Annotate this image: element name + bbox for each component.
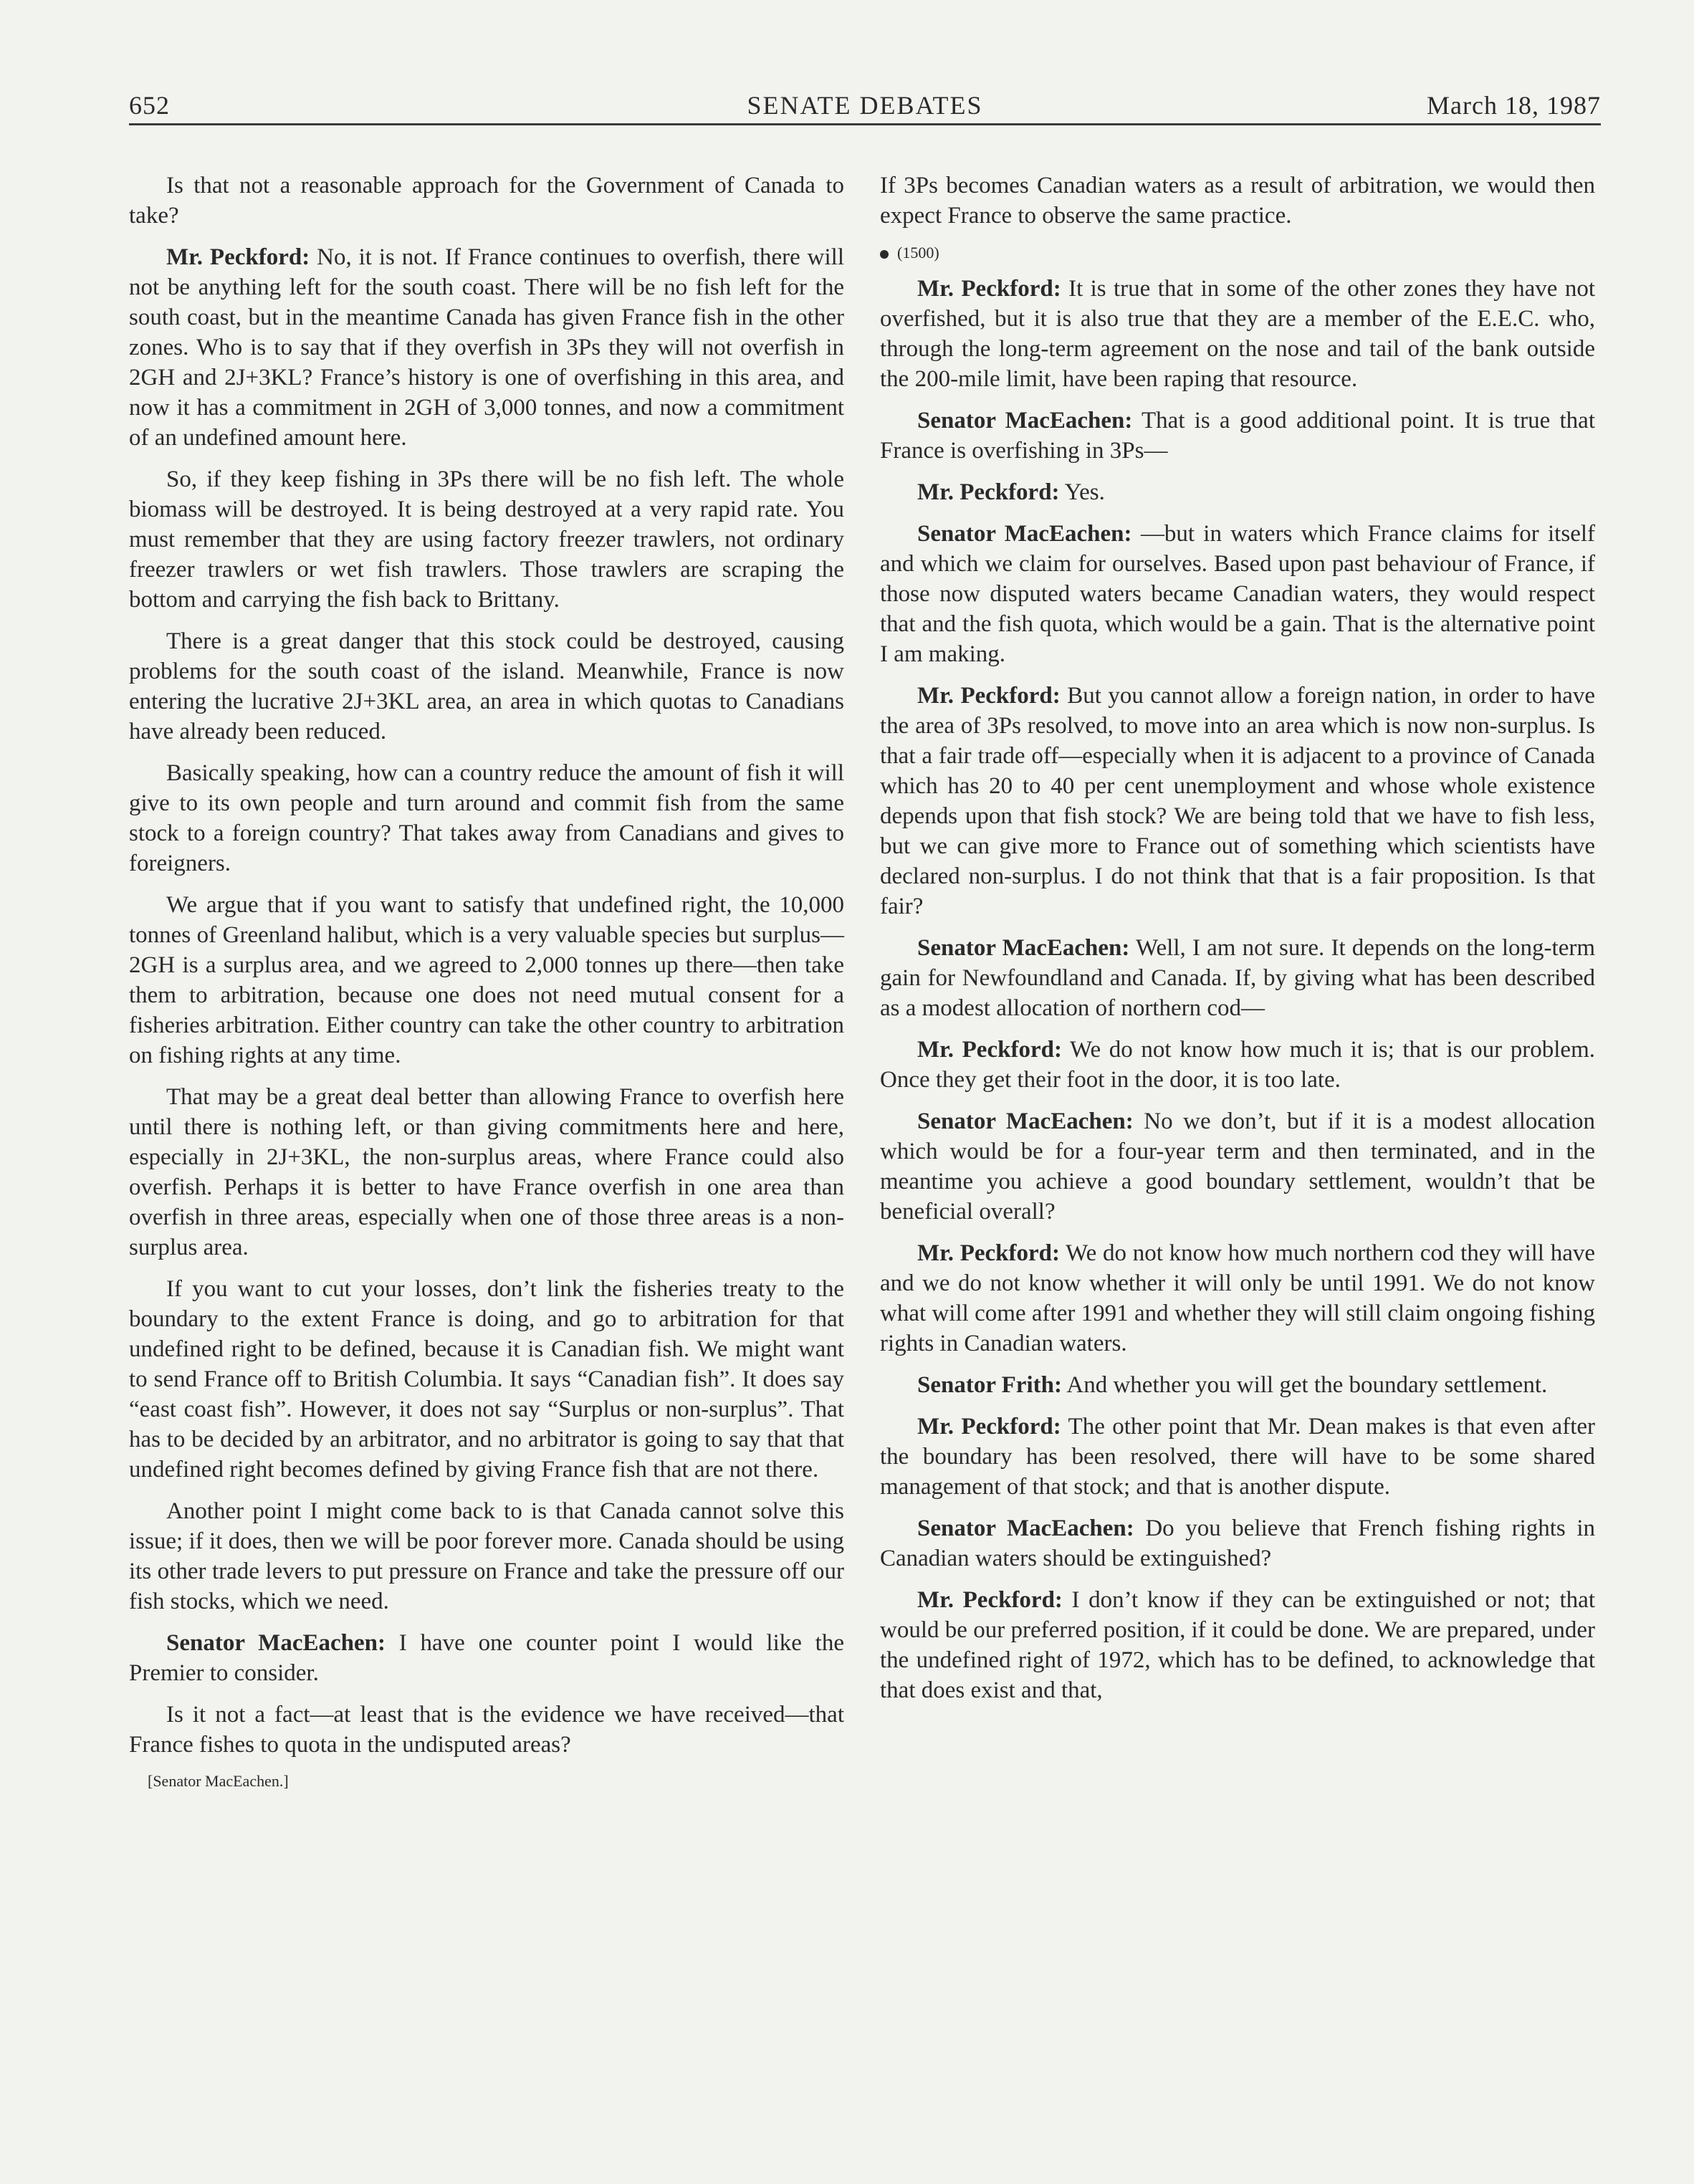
publication-title: SENATE DEBATES xyxy=(747,91,983,120)
paragraph xyxy=(880,1106,1595,1227)
speaker-name: Senator Frith: xyxy=(917,1372,1062,1398)
paragraph xyxy=(129,1628,844,1688)
speaker-name: Mr. Peckford: xyxy=(917,1037,1062,1063)
paragraph-text: If you want to cut your losses, don’t link the fisheries treaty to the boundary to the extent France is doing, and go to arbitration for that undefined right to be defined, because it is Canadian fish. We might want to send France off to British Columbia. It says “Canadian fish”. It does say “east coast fish”. However, it does not say “Surplus or non-surplus”. That has to be decided by an arbitrator, and no arbitrator is going to say that that undefined right becomes defined by giving France fish that are not there. xyxy=(129,1276,844,1483)
right-column xyxy=(880,171,1595,1717)
speaker-name: Mr. Peckford: xyxy=(917,1240,1061,1266)
speaker-name: Mr. Peckford: xyxy=(166,244,310,270)
page-header xyxy=(129,83,1601,125)
left-column xyxy=(129,171,844,1791)
time-marker xyxy=(880,242,1595,264)
paragraph-text: Is it not a fact—at least that is the evidence we have received—that France fishes to quota in the undisputed areas? xyxy=(129,1702,844,1758)
paragraph-text: —but in waters which France claims for itself and which we claim for ourselves. Based upon past behaviour of France, if those now disputed waters became Canadian waters, they would respect that and the fish quota, which would be a gain. That is the alternative point I am making. xyxy=(880,521,1595,667)
paragraph xyxy=(880,1238,1595,1359)
speaker-name: Mr. Peckford: xyxy=(917,1587,1063,1613)
paragraph xyxy=(880,933,1595,1023)
paragraph-text: Is that not a reasonable approach for the Government of Canada to take? xyxy=(129,173,844,229)
paragraph-text: And whether you will get the boundary settlement. xyxy=(1066,1372,1548,1398)
speaker-name: Senator MacEachen: xyxy=(917,521,1132,547)
paragraph xyxy=(880,1513,1595,1574)
paragraph xyxy=(880,1035,1595,1095)
paragraph xyxy=(880,1370,1595,1400)
paragraph xyxy=(880,477,1595,507)
paragraph: If 3Ps becomes Canadian waters as a result of arbitration, we would then expect France to observe the same practice. xyxy=(880,173,1595,229)
paragraph-text: No, it is not. If France continues to overfish, there will not be anything left for the south coast. There will be no fish left for the south coast, but in the meantime Canada has given France fish in the other zones. Who is to say that if they overfish in 3Ps they will not overfish in 2GH and 2J+3KL? France’s history is one of overfishing in this area, and now it has a commitment in 2GH of 3,000 tonnes, and now a commitment of an undefined amount here. xyxy=(129,244,844,451)
paragraph-text: Basically speaking, how can a country reduce the amount of fish it will give to its own people and turn around and commit fish from the same stock to a foreign country? That takes away from Canadians and gives to foreigners. xyxy=(129,760,844,876)
paragraph xyxy=(880,681,1595,921)
paragraph xyxy=(129,758,844,878)
paragraph-text: There is a great danger that this stock could be destroyed, causing problems for the south coast of the island. Meanwhile, France is now entering the lucrative 2J+3KL area, an area in which quotas to Canadians have already been reduced. xyxy=(129,628,844,744)
speaker-name: Mr. Peckford: xyxy=(917,1414,1061,1440)
paragraph-text: Do you believe that French fishing rights in Canadian waters should be extinguished? xyxy=(880,1515,1595,1571)
speaker-name: Mr. Peckford: xyxy=(917,276,1061,302)
paragraph-text: We do not know how much northern cod they will have and we do not know whether it will only be until 1991. We do not know what will come after 1991 and whether they will still claim ongoing fishing rights in Canadian waters. xyxy=(880,1240,1595,1356)
speaker-name: Senator MacEachen: xyxy=(917,935,1130,961)
paragraph-text: That is a good additional point. It is true that France is overfishing in 3Ps— xyxy=(880,408,1595,464)
speaker-name: Mr. Peckford: xyxy=(917,683,1061,709)
speaker-name: Mr. Peckford: xyxy=(917,479,1060,505)
paragraph-text: Yes. xyxy=(1064,479,1105,505)
speaker-name: Senator MacEachen: xyxy=(917,1515,1134,1541)
speaker-name: Senator MacEachen: xyxy=(917,408,1133,434)
paragraph xyxy=(129,1700,844,1760)
paragraph xyxy=(880,519,1595,669)
speaker-name: Senator MacEachen: xyxy=(166,1630,386,1656)
paragraph-text: That may be a great deal better than allowing France to overfish here until there is nothing left, or than giving commitments here and here, especially in 2J+3KL, the non-surplus areas, where France could also overfish. Perhaps it is better to have France overfish in one area than overfish in three areas, especially when one of those three areas is a non-surplus area. xyxy=(129,1084,844,1260)
paragraph-text: So, if they keep fishing in 3Ps there will be no fish left. The whole biomass will be destroyed. It is being destroyed at a very rapid rate. You must remember that they are using factory freezer trawlers, not ordinary freezer trawlers or wet fish trawlers. Those trawlers are scraping the bottom and carrying the fish back to Brittany. xyxy=(129,466,844,613)
paragraph xyxy=(129,171,844,231)
paragraph xyxy=(129,1082,844,1263)
paragraph xyxy=(880,406,1595,466)
paragraph xyxy=(880,1412,1595,1502)
paragraph-text: I don’t know if they can be extinguished or not; that would be our preferred position, if it could be done. We are prepared, under the undefined right of 1972, which has to be defined, to acknowledge that that does exist and that, xyxy=(880,1587,1595,1703)
paragraph-text: Another point I might come back to is that Canada cannot solve this issue; if it does, then we will be poor forever more. Canada should be using its other trade levers to put pressure on France and take the pressure off our fish stocks, which we need. xyxy=(129,1498,844,1614)
paragraph-text: We argue that if you want to satisfy that undefined right, the 10,000 tonnes of Greenland halibut, which is a very valuable species but surplus—2GH is a surplus area, and we agreed to 2,000 tonnes up there—then take them to arbitration, because one does not need mutual consent for a fisheries arbitration. Either country can take the other country to arbitration on fishing rights at any time. xyxy=(129,892,844,1068)
paragraph-text: But you cannot allow a foreign nation, in order to have the area of 3Ps resolved, to move into an area which is now non-surplus. Is that a fair trade off—especially when it is adjacent to a province of Canada which has 20 to 40 per cent unemployment and whose whole existence depends upon that fish stock? We are being told that we have to fish less, but we can give more to France out of something which scientists have declared non-surplus. I do not think that that is a fair proposition. Is that fair? xyxy=(880,683,1596,919)
paragraph-text: No we don’t, but if it is a modest allocation which would be for a four-year term and then terminated, and in the meantime you achieve a good boundary settlement, wouldn’t that be beneficial overall? xyxy=(880,1108,1596,1225)
paragraph-text: It is true that in some of the other zones they have not overfished, but it is also true that they are a member of the E.E.C. who, through the long-term agreement on the nose and tail of the bank outside the 200-mile limit, have been raping that resource. xyxy=(880,276,1595,392)
speaker-name: Senator MacEachen: xyxy=(917,1108,1134,1134)
paragraph xyxy=(129,464,844,615)
paragraph xyxy=(129,626,844,747)
paragraph xyxy=(129,1496,844,1617)
paragraph xyxy=(129,242,844,453)
paragraph-text: The other point that Mr. Dean makes is that even after the boundary has been resolved, there will have to be some shared management of that stock; and that is another dispute. xyxy=(880,1414,1595,1500)
paragraph xyxy=(880,274,1595,394)
paragraph xyxy=(880,1585,1595,1705)
paragraph xyxy=(129,890,844,1071)
page-date: March 18, 1987 xyxy=(1427,91,1601,120)
time-marker-text: (1500) xyxy=(897,244,939,262)
bullet-icon xyxy=(880,250,889,259)
paragraph xyxy=(129,1274,844,1485)
speaker-attribution: [Senator MacEachen.] xyxy=(148,1772,289,1790)
paragraph-text: I have one counter point I would like the Premier to consider. xyxy=(129,1630,844,1686)
page-number: 652 xyxy=(129,91,170,120)
paragraph-text: Well, I am not sure. It depends on the long-term gain for Newfoundland and Canada. If, by giving what has been described as a modest allocation of northern cod— xyxy=(880,935,1595,1021)
paragraph-text: We do not know how much it is; that is our problem. Once they get their foot in the door, it is too late. xyxy=(880,1037,1595,1093)
